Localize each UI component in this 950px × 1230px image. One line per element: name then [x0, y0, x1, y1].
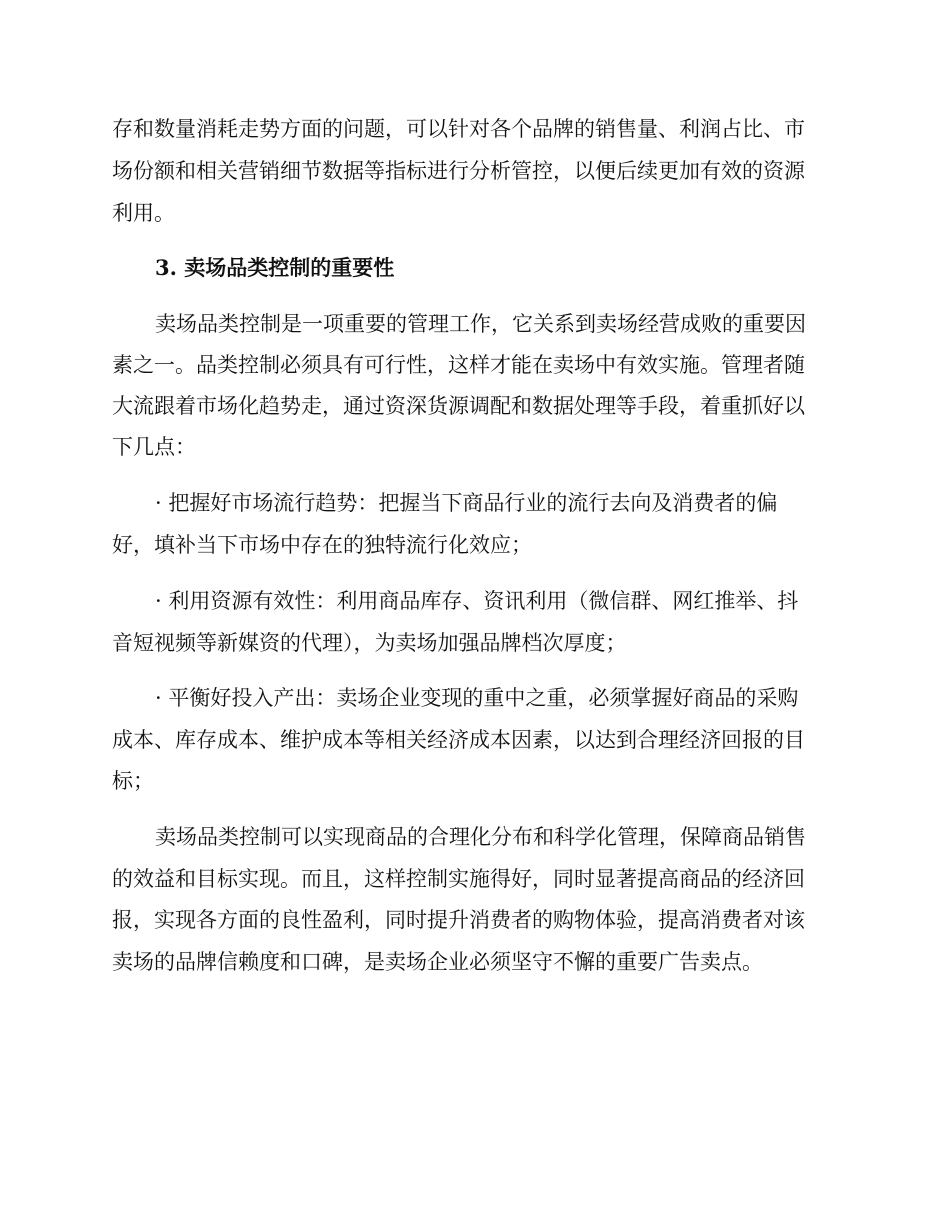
bullet1-line-1: · 把握好市场流行趋势：把握当下商品行业的流行去向及消费者的偏: [155, 491, 778, 515]
para2-line-4: 卖场的品牌信赖度和口碑，是卖场企业必须坚守不懈的重要广告卖点。: [112, 950, 763, 974]
bullet2-line-1: · 利用资源有效性：利用商品库存、资讯利用（微信群、网红推举、抖: [155, 589, 799, 613]
para2-line-2: 的效益和目标实现。而且，这样控制实施得好，同时显著提高商品的经济回: [112, 867, 805, 891]
para1-line-4: 下几点：: [112, 435, 196, 459]
bullet2-line-2: 音短视频等新媒资的代理），为卖场加强品牌档次厚度；: [112, 631, 627, 655]
para2-line-1: 卖场品类控制可以实现商品的合理化分布和科学化管理，保障商品销售: [155, 825, 806, 849]
bullet1-line-2: 好，填补当下市场中存在的独特流行化效应；: [112, 533, 532, 557]
intro-line-2: 场份额和相关营销细节数据等指标进行分析管控，以便后续更加有效的资源: [112, 159, 805, 183]
intro-line-3: 利用。: [112, 201, 175, 225]
para2-line-3: 报，实现各方面的良性盈利，同时提升消费者的购物体验，提高消费者对该: [112, 908, 805, 932]
para1-line-3: 大流跟着市场化趋势走，通过资深货源调配和数据处理等手段，着重抓好以: [112, 394, 805, 418]
para1-line-2: 素之一。品类控制必须具有可行性，这样才能在卖场中有效实施。管理者随: [112, 353, 805, 377]
bullet3-line-3: 标；: [112, 769, 154, 793]
intro-line-1: 存和数量消耗走势方面的问题，可以针对各个品牌的销售量、利润占比、市: [112, 117, 805, 141]
section-heading: 3. 卖场品类控制的重要性: [155, 255, 395, 280]
para1-line-1: 卖场品类控制是一项重要的管理工作，它关系到卖场经营成败的重要因: [155, 312, 806, 336]
bullet3-line-1: · 平衡好投入产出：卖场企业变现的重中之重，必须掌握好商品的采购: [155, 686, 799, 710]
bullet3-line-2: 成本、库存成本、维护成本等相关经济成本因素，以达到合理经济回报的目: [112, 728, 805, 752]
